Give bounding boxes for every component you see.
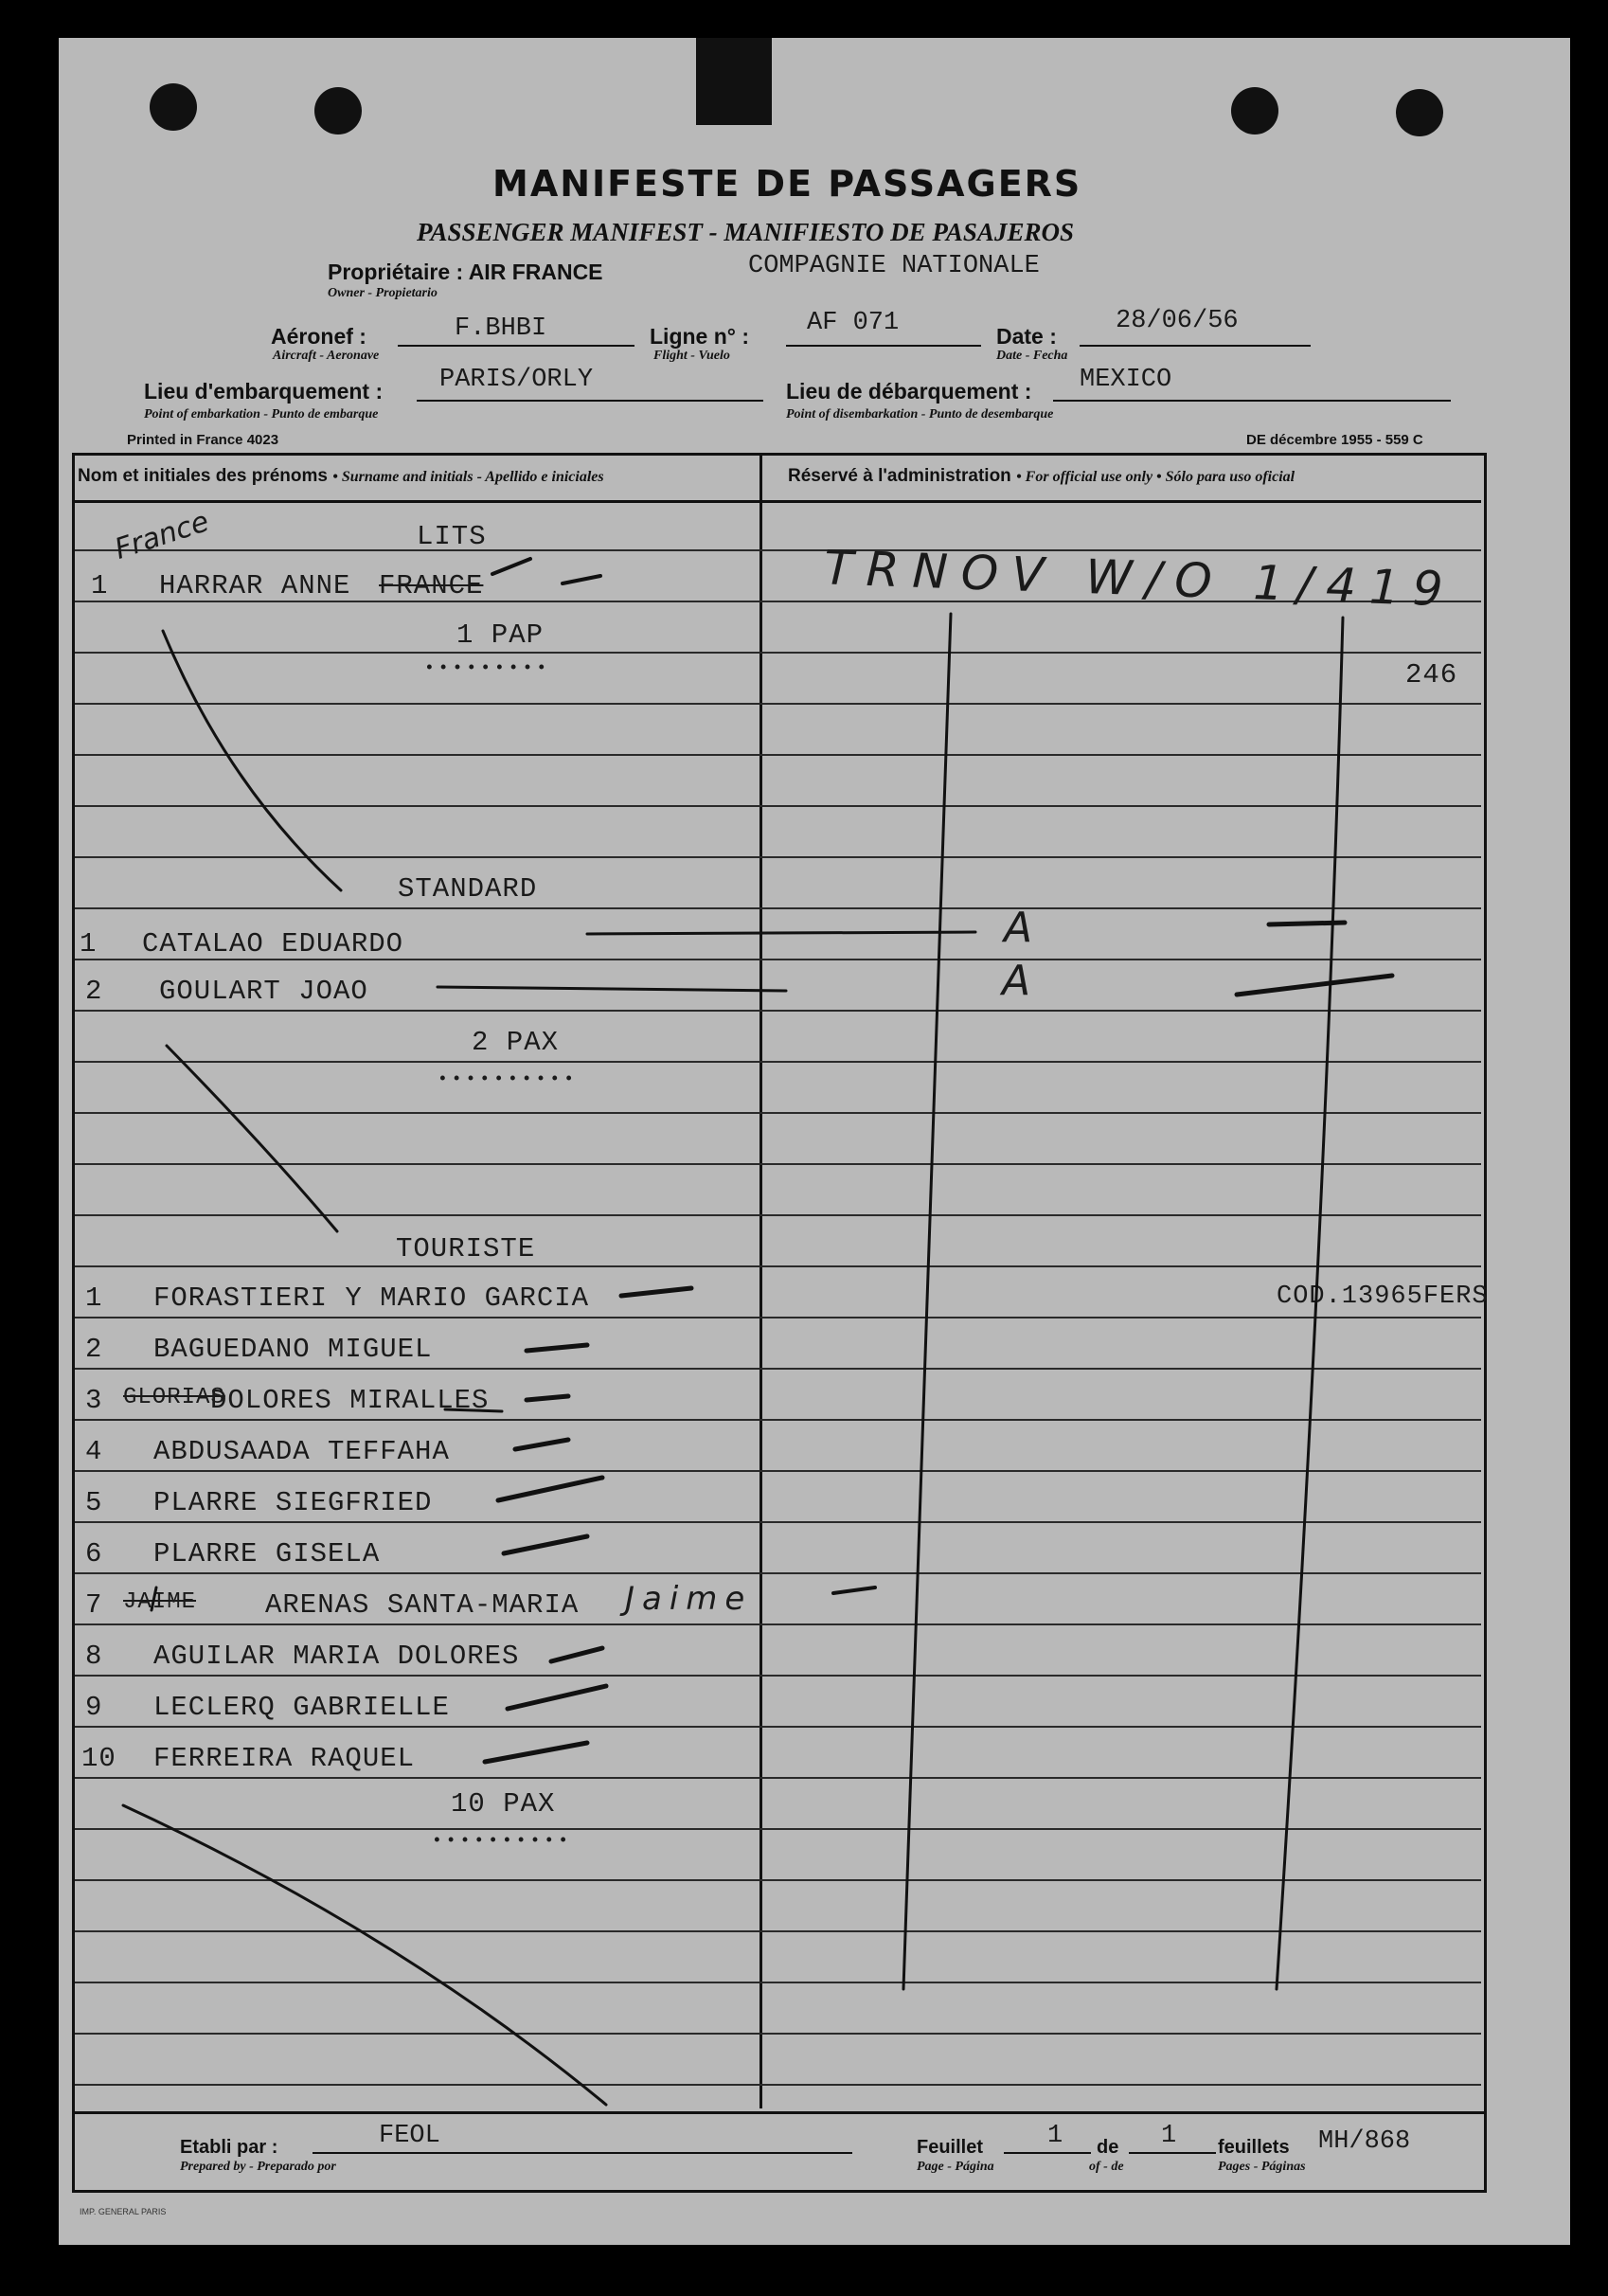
passenger-num: 9 <box>85 1692 103 1723</box>
struck-text: GLORIAS <box>123 1385 225 1410</box>
passenger-num: 1 <box>80 928 98 960</box>
prepared-label: Etabli par : <box>180 2137 278 2158</box>
date-label: Date : <box>996 324 1057 349</box>
dot-row: ••••••••• <box>424 659 551 678</box>
passenger-name: AGUILAR MARIA DOLORES <box>153 1641 520 1672</box>
passenger-num: 5 <box>85 1487 103 1518</box>
printed-note: Printed in France 4023 <box>127 432 279 448</box>
passenger-name: HARRAR ANNE <box>159 570 351 601</box>
page-title: MANIFESTE DE PASSAGERS <box>492 163 1082 205</box>
line-value: AF 071 <box>807 309 900 337</box>
passenger-num: 4 <box>85 1436 103 1467</box>
of-label: de <box>1097 2137 1119 2158</box>
aircraft-label: Aéronef : <box>271 324 366 349</box>
passenger-name: FORASTIERI Y MARIO GARCIA <box>153 1283 590 1314</box>
of-value: 1 <box>1161 2122 1177 2150</box>
section-title-lits: LITS <box>417 521 487 552</box>
section-title-touriste: TOURISTE <box>396 1233 536 1265</box>
passenger-name: ABDUSAADA TEFFAHA <box>153 1436 450 1467</box>
admin-value-lits: 246 <box>1405 659 1458 691</box>
date-value: 28/06/56 <box>1116 307 1239 335</box>
page-value: 1 <box>1047 2122 1063 2150</box>
prepared-value: FEOL <box>379 2122 440 2150</box>
passenger-name: BAGUEDANO MIGUEL <box>153 1334 433 1365</box>
passenger-name: GOULART JOAO <box>159 976 368 1007</box>
passenger-name: LECLERQ GABRIELLE <box>153 1692 450 1723</box>
admin-mark: A <box>1004 904 1033 952</box>
admin-handwritten-note: TRNOV W/O 1/419 <box>823 540 1457 618</box>
admin-value-touriste: COD.13965FERS <box>1277 1283 1489 1311</box>
line-sub: Flight - Vuelo <box>653 349 730 363</box>
right-column-header: Réservé à l'administration • For official use only • Sólo para uso oficial <box>788 466 1295 486</box>
struck-text: FRANCE <box>379 570 484 601</box>
page-sub: Page - Página <box>917 2160 994 2174</box>
disembark-value: MEXICO <box>1080 366 1172 394</box>
pages-sub: Pages - Páginas <box>1218 2160 1306 2174</box>
disembark-sub: Point of disembarkation - Punto de desembarque <box>786 407 1054 422</box>
passenger-num: 3 <box>85 1385 103 1416</box>
passenger-num: 6 <box>85 1538 103 1570</box>
dot-row: •••••••••• <box>432 1832 573 1851</box>
section-total-standard: 2 PAX <box>472 1027 560 1058</box>
prepared-sub: Prepared by - Preparado por <box>180 2160 336 2174</box>
owner-label: Propriétaire : AIR FRANCE <box>328 260 603 284</box>
embark-value: PARIS/ORLY <box>439 366 594 394</box>
page-subtitle: PASSENGER MANIFEST - MANIFIESTO DE PASAJEROS <box>417 218 1074 246</box>
owner-sub: Owner - Propietario <box>328 286 438 300</box>
section-title-standard: STANDARD <box>398 873 538 905</box>
passenger-name: PLARRE GISELA <box>153 1538 381 1570</box>
owner-value: COMPAGNIE NATIONALE <box>748 252 1040 280</box>
struck-text: JAIME <box>123 1589 197 1615</box>
embark-label: Lieu d'embarquement : <box>144 379 384 404</box>
admin-mark: A <box>1002 957 1031 1005</box>
line-label: Ligne n° : <box>650 324 750 349</box>
aircraft-value: F.BHBI <box>455 314 547 343</box>
passenger-num: 10 <box>81 1743 116 1774</box>
handwritten-jaime: Jaime <box>625 1580 753 1618</box>
disembark-label: Lieu de débarquement : <box>786 379 1032 404</box>
page-label: Feuillet <box>917 2137 984 2158</box>
passenger-name: CATALAO EDUARDO <box>142 928 404 960</box>
passenger-num: 2 <box>85 1334 103 1365</box>
aircraft-sub: Aircraft - Aeronave <box>273 349 380 363</box>
passenger-name: PLARRE SIEGFRIED <box>153 1487 433 1518</box>
passenger-num: 1 <box>91 570 109 601</box>
date-sub: Date - Fecha <box>996 349 1068 363</box>
embark-sub: Point of embarkation - Punto de embarque <box>144 407 379 422</box>
passenger-name: DOLORES MIRALLES <box>210 1385 490 1416</box>
imprint: IMP. GENERAL PARIS <box>80 2207 167 2216</box>
passenger-name: FERREIRA RAQUEL <box>153 1743 416 1774</box>
footer-reference: MH/868 <box>1318 2127 1411 2156</box>
handwritten-france: France <box>111 505 213 566</box>
passenger-num: 2 <box>85 976 103 1007</box>
passenger-num: 8 <box>85 1641 103 1672</box>
dot-row: •••••••••• <box>438 1070 579 1089</box>
passenger-name: ARENAS SANTA-MARIA <box>265 1589 580 1621</box>
passenger-num: 7 <box>85 1589 103 1621</box>
left-column-header: Nom et initiales des prénoms • Surname and initials - Apellido e iniciales <box>78 466 604 486</box>
section-total-touriste: 10 PAX <box>451 1788 556 1820</box>
section-total-lits: 1 PAP <box>456 619 545 651</box>
form-reference: DE décembre 1955 - 559 C <box>1246 432 1423 448</box>
passenger-num: 1 <box>85 1283 103 1314</box>
pages-label: feuillets <box>1218 2137 1290 2158</box>
of-sub: of - de <box>1089 2160 1124 2174</box>
